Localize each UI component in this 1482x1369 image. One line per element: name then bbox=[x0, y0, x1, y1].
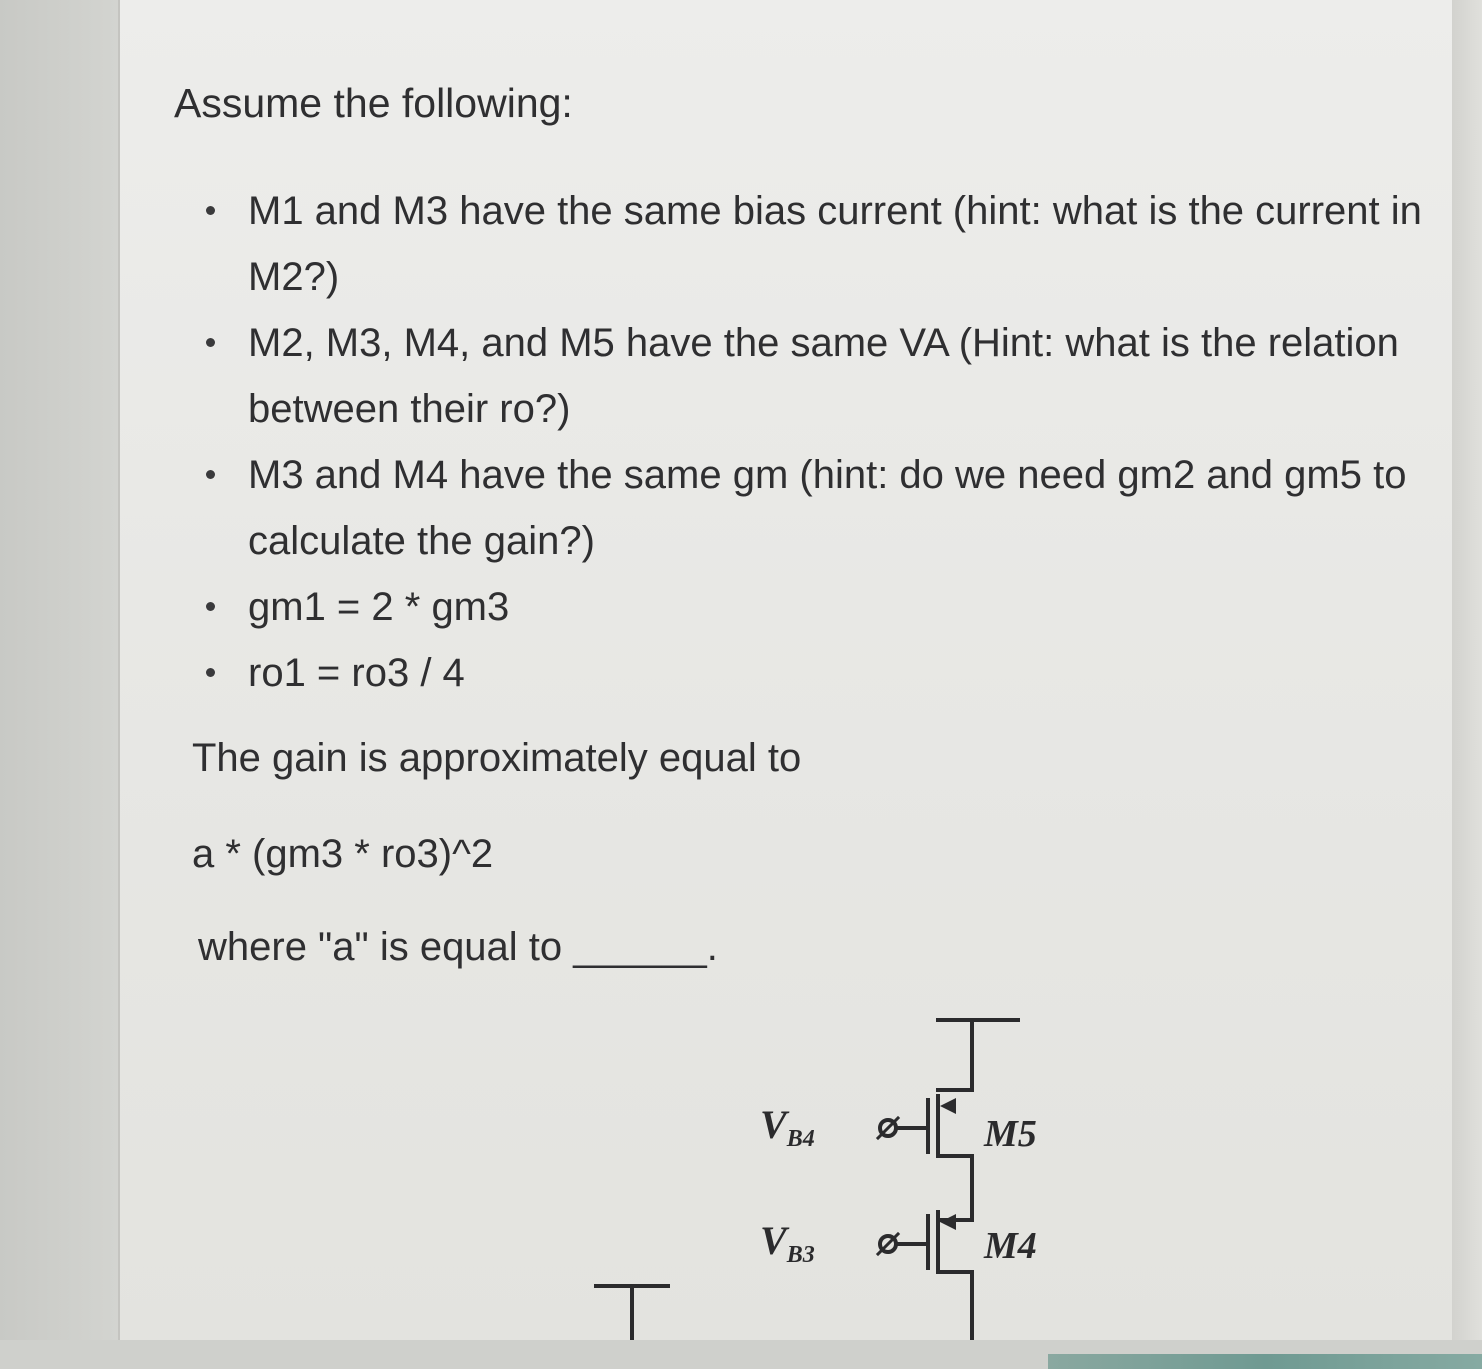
bullet-icon bbox=[206, 206, 215, 215]
assumption-item bbox=[200, 310, 1440, 442]
vb4-label: $V_{B4}$ bbox=[760, 1102, 815, 1152]
assumption-text: M2, M3, M4, and M5 have the same VA (Hint: what is the relation between their ro?) bbox=[248, 321, 1399, 431]
assumption-list bbox=[200, 178, 1440, 706]
bullet-icon bbox=[206, 602, 215, 611]
assumption-text: ro1 = ro3 / 4 bbox=[248, 651, 465, 695]
assumption-item bbox=[200, 574, 1440, 640]
m5-transistor bbox=[898, 1090, 972, 1220]
assumption-text: gm1 = 2 * gm3 bbox=[248, 585, 510, 629]
gain-formula: a * (gm3 * ro3)^2 bbox=[192, 832, 494, 876]
fill-in-blank-prompt: where "a" is equal to ______. bbox=[198, 925, 718, 969]
bullet-icon bbox=[206, 338, 215, 347]
m5-label: M5 bbox=[984, 1113, 1037, 1155]
assumption-item bbox=[200, 178, 1440, 310]
question-intro: Assume the following: bbox=[174, 80, 573, 126]
vb3-label: $V_{B3}$ bbox=[760, 1218, 815, 1268]
m4-label: M4 bbox=[984, 1225, 1037, 1267]
cascode-circuit-diagram bbox=[560, 1000, 1120, 1340]
assumption-text: M1 and M3 have the same bias current (hint: what is the current in M2?) bbox=[248, 189, 1422, 299]
m4-transistor bbox=[898, 1212, 972, 1340]
bullet-icon bbox=[206, 470, 215, 479]
assumption-item bbox=[200, 640, 1440, 706]
taskbar-fragment bbox=[1048, 1354, 1482, 1369]
assumption-item bbox=[200, 442, 1440, 574]
bullet-icon bbox=[206, 668, 215, 677]
gain-statement: The gain is approximately equal to bbox=[192, 736, 802, 780]
assumption-text: M3 and M4 have the same gm (hint: do we need gm2 and gm5 to calculate the gain?) bbox=[248, 453, 1407, 563]
right-margin bbox=[1452, 0, 1482, 1369]
left-margin bbox=[0, 0, 118, 1369]
